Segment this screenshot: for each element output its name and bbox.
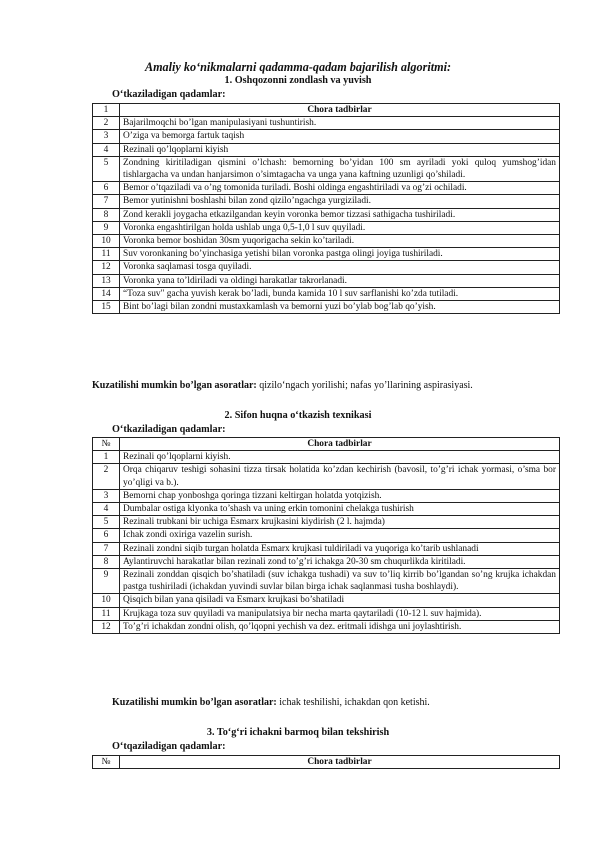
row-text: Bemor yutinishni boshlashi bilan zond qizilo’ngachga yurgiziladi. [120,195,560,208]
header-measures: Chora tadbirlar [120,438,560,451]
row-number: 7 [93,195,120,208]
section-2-title: 2. Sifon huqna o‘tkazish texnikasi [224,410,372,421]
row-text: Voronka bemor boshidan 30sm yuqorigacha sekin ko’tariladi. [120,235,560,248]
table-row [93,569,560,594]
row-text: O’ziga va bemorga fartuk taqish [120,130,560,143]
row-number: 14 [93,287,120,300]
row-text: Krujkaga toza suv quyiladi va manipulatsiya bir necha marta qaytariladi (10-12 l. suv hajmida). [120,607,560,620]
row-number: 12 [93,261,120,274]
row-number: 6 [93,182,120,195]
table-row [93,274,560,287]
table-row [93,594,560,607]
header-number: № [93,438,120,451]
row-number: 8 [93,555,120,568]
section-1-steps-label: O‘tkaziladigan qadamlar: [112,89,226,100]
row-text: Voronka engashtirilgan holda ushlab unga 0,5-1,0 l suv quyiladi. [120,221,560,234]
row-text: Bemorni chap yonboshga qoringa tizzani keltirgan holatda yotqizish. [120,489,560,502]
complications-label: Kuzatilishi mumkin bo’lgan asoratlar: [92,380,257,391]
table-row [93,555,560,568]
header-measures: Chora tadbirlar [120,756,560,769]
table-row [93,248,560,261]
row-number: 12 [93,620,120,633]
row-text: Ichak zondi oxiriga vazelin surish. [120,529,560,542]
row-text: Rezinali zondni siqib turgan holatda Esmarx krujkasi tuldiriladi va yuqoriga ko’tarib ushlanadi [120,542,560,555]
row-number: 9 [93,569,120,594]
header-measures: Chora tadbirlar [120,104,560,117]
table-row [93,287,560,300]
table-row [93,195,560,208]
row-text: Zond kerakli joygacha etkazilgandan keyin voronka bemor tizzasi sathigacha tushiriladi. [120,208,560,221]
row-number: 9 [93,221,120,234]
row-number: 10 [93,594,120,607]
row-text: Rezinali trubkani bir uchiga Esmarx krujkasini kiydirish (2 l. hajmda) [120,516,560,529]
table-row [93,620,560,633]
row-text: Bajarilmoqchi bo’lgan manipulasiyani tushuntirish. [120,117,560,130]
header-number: 1 [93,104,120,117]
row-number: 8 [93,208,120,221]
section-1-complications [92,379,558,393]
table-header-row [93,104,560,117]
row-number: 10 [93,235,120,248]
section-3-steps-label: O‘tqaziladigan qadamlar: [112,741,226,752]
row-number: 15 [93,301,120,314]
row-text: “Toza suv" gacha yuvish kerak bo’ladi, bunda kamida 10 l suv sarflanishi ko’zda tutiladi. [120,287,560,300]
section-1-title: 1. Oshqozonni zondlash va yuvish [224,75,372,86]
complications-label: Kuzatilishi mumkin bo’lgan asoratlar: [112,697,277,708]
table-row [93,221,560,234]
row-text: Voronka saqlamasi tosga quyiladi. [120,261,560,274]
row-text: Bemor o’tqaziladi va o’ng tomonida turiladi. Boshi oldinga engashtiriladi va og’zi ochiladi. [120,182,560,195]
row-text: Qisqich bilan yana qisiladi va Esmarx krujkasi bo’shatiladi [120,594,560,607]
row-number: 11 [93,248,120,261]
table-row [93,516,560,529]
row-number: 13 [93,274,120,287]
header-number: № [93,756,120,769]
section-1-table [92,103,560,314]
table-row [93,529,560,542]
row-text: Suv voronkaning bo’yinchasiga yetishi bilan voronka pastga olingi joyiga tushiriladi. [120,248,560,261]
row-number: 3 [93,489,120,502]
row-text: Orqa chiqaruv teshigi sohasini tizza tirsak holatida ko’zdan kechirish (bavosil, to’g’ri ichak yormasi, o’sma bor yo’qligi va b.). [120,464,560,489]
table-header-row [93,756,560,769]
table-row [93,301,560,314]
row-number: 4 [93,143,120,156]
row-text: Voronka yana to’ldiriladi va oldingi harakatlar takrorlanadi. [120,274,560,287]
table-row [93,130,560,143]
table-row [93,464,560,489]
row-number: 11 [93,607,120,620]
row-text: Rezinali qo’lqoplarni kiyish [120,143,560,156]
section-2-table [92,437,560,634]
table-row [93,489,560,502]
row-text: To’g’ri ichakdan zondni olish, qo’lqopni yechish va dez. eritmali idishga uni joylashtirish. [120,620,560,633]
table-row [93,156,560,181]
section-3-table [92,755,560,769]
row-number: 3 [93,130,120,143]
row-number: 2 [93,117,120,130]
table-row [93,607,560,620]
row-number: 7 [93,542,120,555]
complications-text: qizilo‘ngach yorilishi; nafas yo’llarining aspirasiyasi. [256,380,473,391]
row-text: Bint bo’lagi bilan zondni mustaxkamlash va bemorni yuzi bo’ylab bog’lab qo’yish. [120,301,560,314]
table-row [93,235,560,248]
section-3-title: 3. To‘g‘ri ichakni barmoq bilan tekshirish [206,727,390,738]
row-text: Dumbalar ostiga klyonka to’shash va uning erkin tomonini chelakga tushirish [120,503,560,516]
section-2-steps-label: O‘tkaziladigan qadamlar: [112,424,226,435]
table-row [93,451,560,464]
document-title: Amaliy ko‘nikmalarni qadamma-qadam bajarilish algoritmi: [144,60,452,74]
row-number: 5 [93,156,120,181]
row-number: 4 [93,503,120,516]
table-header-row [93,438,560,451]
table-row [93,542,560,555]
row-number: 5 [93,516,120,529]
row-number: 1 [93,451,120,464]
table-row [93,143,560,156]
row-text: Rezinali zonddan qisqich bo’shatiladi (suv ichakga tushadi) va suv to’liq kirrib bo’lgandan so’ng krujka ichakdan pastga tushiriladi (ichakdan yuvindi suvlar bilan birga ichak saqlanmasi tusha boshlaydi). [120,569,560,594]
table-row [93,503,560,516]
complications-text: ichak teshilishi, ichakdan qon ketishi. [276,697,430,708]
table-row [93,117,560,130]
table-row [93,208,560,221]
row-number: 2 [93,464,120,489]
table-row [93,182,560,195]
row-text: Aylantiruvchi harakatlar bilan rezinali zond to’g’ri ichakga 20-30 sm chuqurlikda kiritiladi. [120,555,560,568]
row-text: Rezinali qo’lqoplarni kiyish. [120,451,560,464]
section-2-complications [112,696,558,710]
row-number: 6 [93,529,120,542]
row-text: Zondning kiritiladigan qismini o’lchash: bemorning bo’yidan 100 sm ayriladi yoki quloq yumshog’idan tishlargacha va undan hanjarsimon o’simtagacha va unga yana kaftning uzunligi qo’shiladi. [120,156,560,181]
table-row [93,261,560,274]
